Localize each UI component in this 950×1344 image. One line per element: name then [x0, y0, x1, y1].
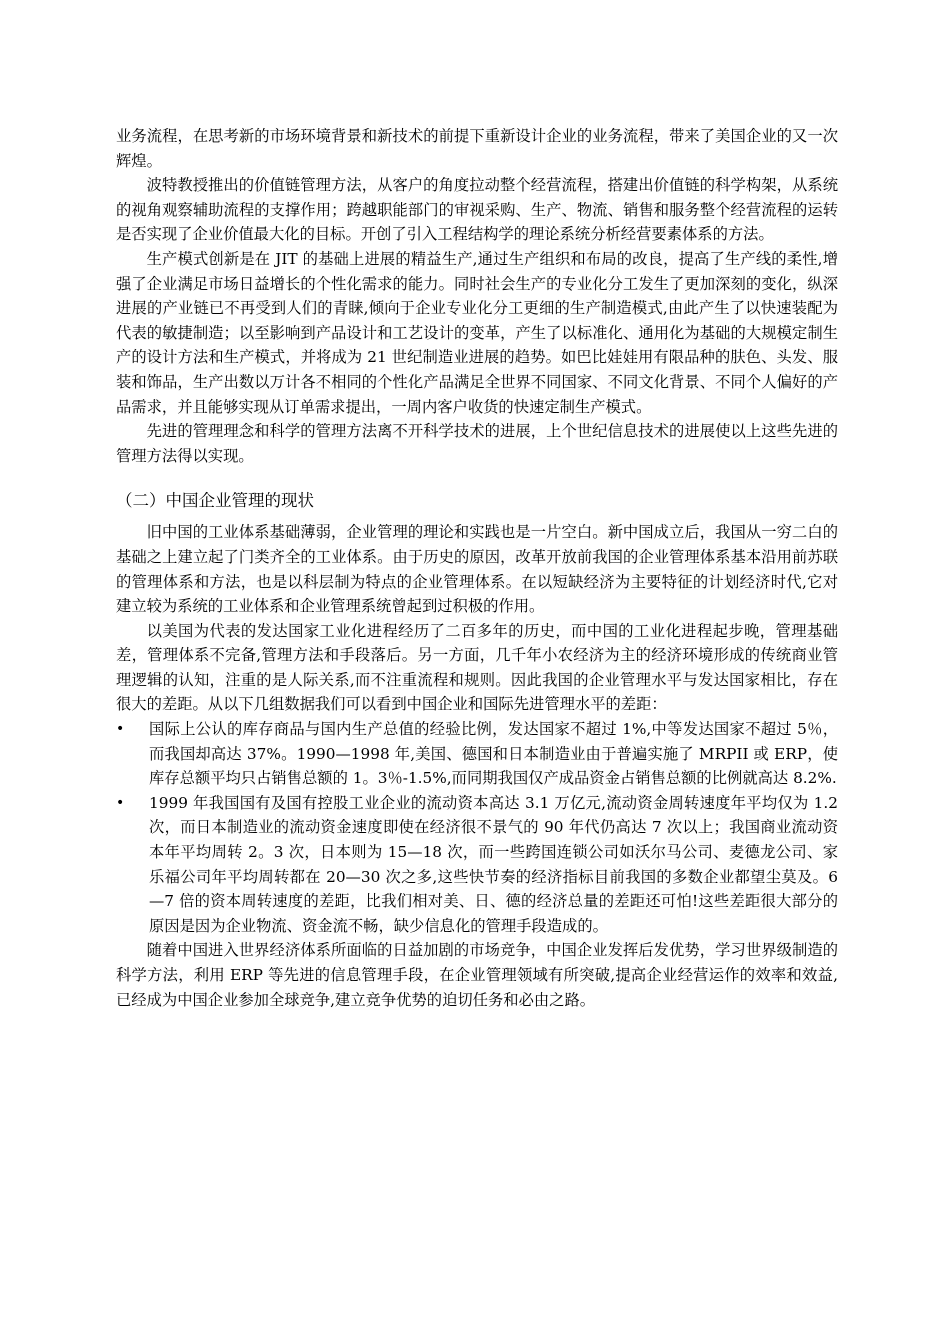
paragraph-production-mode: 生产模式创新是在 JIT 的基础上进展的精益生产,通过生产组织和布局的改良，提高了生产线的柔性,增强了企业满足市场日益增长的个性化需求的能力。同时社会生产的专业化分工发生了更加深刻的变化，纵深进展的产业链已不再受到人们的青睐,倾向于企业专业化分工更细的生产制造模式,由此产生了以快速装配为代表的敏捷制造；以至影响到产品设计和工艺设计的变革，产生了以标准化、通用化为基础的大规模定制生产的设计方法和生产模式，并将成为 21 世纪制造业进展的趋势。如巴比娃娃用有限品种的肤色、头发、服装和饰品，生产出数以万计各不相同的个性化产品满足全世界不同国家、不同文化背景、不同个人偏好的产品需求，并且能够实现从订单需求提出，一周内客户收货的快速定制生产模式。 — [116, 249, 838, 416]
list-item — [116, 717, 838, 791]
paragraph-management-gap: 以美国为代表的发达国家工业化进程经历了二百多年的历史，而中国的工业化进程起步晚，管理基础差，管理体系不完备,管理方法和手段落后。另一方面，几千年小农经济为主的经济环境形成的传统商业管理逻辑的认知，注重的是人际关系,而不注重流程和规则。因此我国的企业管理水平与发达国家相比，存在很大的差距。从以下几组数据我们可以看到中国企业和国际先进管理水平的差距： — [116, 621, 838, 714]
list-item-text: 国际上公认的库存商品与国内生产总值的经验比例，发达国家不超过 1%,中等发达国家不超过 5％，而我国却高达 37%。1990—1998 年,美国、德国和日本制造业由于普遍实施了 MRPII 或 ERP，使库存总额平均只占销售总额的 1。3％-1.5%,而同期我国仅产成品资金占销售总额的比例就高达 8.2%. — [149, 720, 838, 788]
gap-data-list — [116, 717, 838, 938]
list-item — [116, 791, 838, 939]
paragraph-value-chain: 波特教授推出的价值链管理方法，从客户的角度拉动整个经营流程，搭建出价值链的科学构架，从系统的视角观察辅助流程的支撑作用；跨越职能部门的审视采购、生产、物流、销售和服务整个经营流程的运转是否实现了企业价值最大化的目标。开创了引入工程结构学的理论系统分析经营要素体系的方法。 — [116, 176, 838, 244]
document-page — [116, 124, 838, 1012]
paragraph-closing: 随着中国进入世界经济体系所面临的日益加剧的市场竞争，中国企业发挥后发优势，学习世界级制造的科学方法，利用 ERP 等先进的信息管理手段，在企业管理领域有所突破,提高企业经营运作的效率和效益,已经成为中国企业参加全球竞争,建立竞争优势的迫切任务和必由之路。 — [116, 941, 838, 1009]
paragraph-it-enablement: 先进的管理理念和科学的管理方法离不开科学技术的进展，上个世纪信息技术的进展使以上这些先进的管理方法得以实现。 — [116, 422, 838, 465]
bullet-icon: • — [116, 794, 125, 811]
section-heading: （二）中国企业管理的现状 — [116, 491, 314, 511]
bullet-icon: • — [116, 721, 125, 738]
paragraph-bpr-continuation: 业务流程，在思考新的市场环境背景和新技术的前提下重新设计企业的业务流程，带来了美国企业的又一次辉煌。 — [116, 127, 838, 170]
list-item-text: 1999 年我国国有及国有控股工业企业的流动资本高达 3.1 万亿元,流动资金周转速度年平均仅为 1.2 次，而日本制造业的流动资金速度即使在经济很不景气的 90 年代仍高达 7 次以上；我国商业流动资本年平均周转 2。3 次，日本则为 15—18 次，而一些跨国连锁公司如沃尔马公司、麦德龙公司、家乐福公司年平均周转都在 20—30 次之多,这些快节奏的经济指标目前我国的多数企业都望尘莫及。6—7 倍的资本周转速度的差距，比我们相对美、日、德的经济总量的差距还可怕!这些差距很大部分的原因是因为企业物流、资金流不畅，缺少信息化的管理手段造成的。 — [149, 793, 838, 935]
paragraph-old-china-industry: 旧中国的工业体系基础薄弱，企业管理的理论和实践也是一片空白。新中国成立后，我国从一穷二白的基础之上建立起了门类齐全的工业体系。由于历史的原因，改革开放前我国的企业管理体系基本沿用前苏联的管理体系和方法，也是以科层制为特点的企业管理体系。在以短缺经济为主要特征的计划经济时代,它对建立较为系统的工业体系和企业管理系统曾起到过积极的作用。 — [116, 523, 838, 616]
